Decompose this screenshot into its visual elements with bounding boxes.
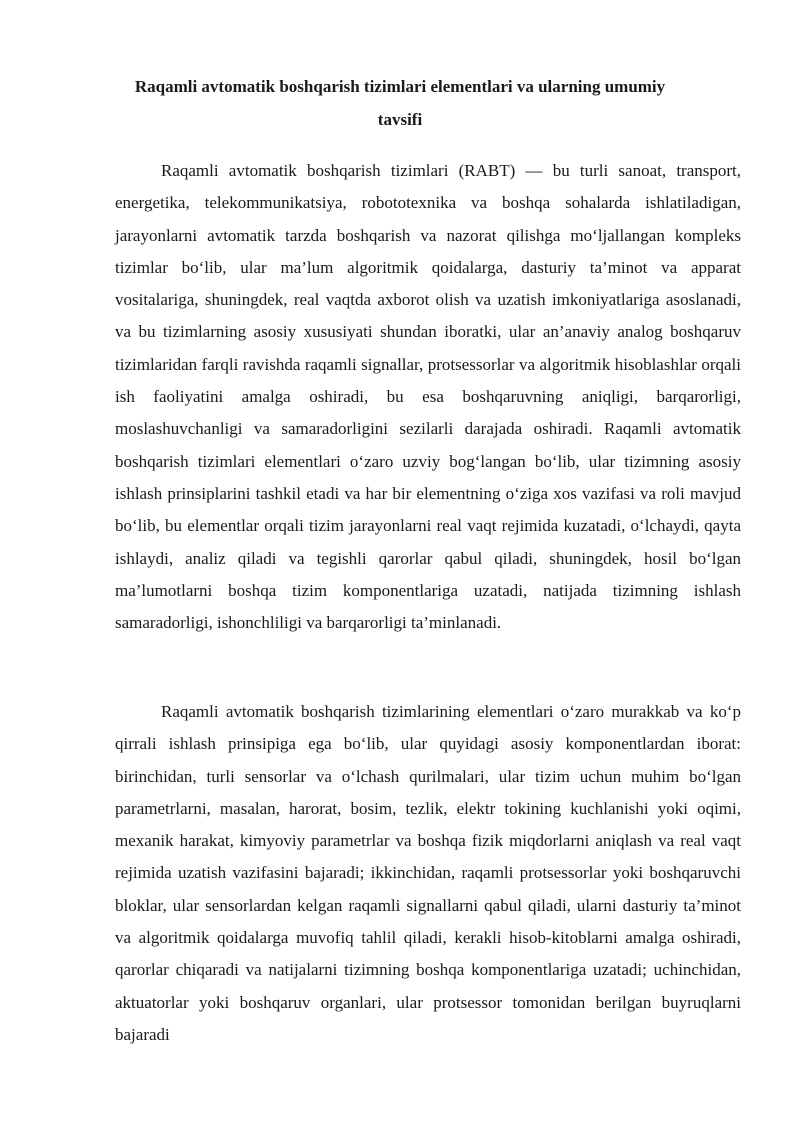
paragraph-2: Raqamli avtomatik boshqarish tizimlarining elementlari o‘zaro murakkab va ko‘p qirrali ishlash prinsipiga ega bo‘lib, ular quyidagi asosiy komponentlardan iborat: birinchidan, turli sensorlar va o‘lchash qurilmalari, ular tizim uchun muhim bo‘lgan parametrlarni, masalan, harorat, bosim, tezlik, elektr tokining kuchlanishi yoki oqimi, mexanik harakat, kimyoviy parametrlar va boshqa fizik miqdorlarni aniqlash va real vaqt rejimida uzatish vazifasini bajaradi; ikkinchidan, raqamli protsessorlar yoki boshqaruvchi bloklar, ular sensorlardan kelgan raqamli signallarni qabul qiladi, ularni dasturiy ta’minot va algoritmik qoidalarga muvofiq tahlil qiladi, kerakli hisob-kitoblarni amalga oshiradi, qarorlar chiqaradi va natijalarni tizimning boshqa komponentlariga uzatadi; uchinchidan, aktuatorlar yoki boshqaruv organlari, ular protsessor tomonidan berilgan buyruqlarni bajaradi xyxy=(115,702,741,1044)
document-title: Raqamli avtomatik boshqarish tizimlari elementlari va ularning umumiy tavsifi xyxy=(134,77,666,129)
paragraph-1: Raqamli avtomatik boshqarish tizimlari (RABT) — bu turli sanoat, transport, energetika, telekommunikatsiya, robototexnika va boshqa sohalarda ishlatiladigan, jarayonlarni avtomatik tarzda boshqarish va nazorat qilishga mo‘ljallangan kompleks tizimlar bo‘lib, ular ma’lum algoritmik qoidalarga, dasturiy ta’minot va apparat vositalariga, shuningdek, real vaqtda axborot olish va uzatish imkoniyatlariga asoslanadi, va bu tizimlarning asosiy xususiyati shundan iboratki, ular an’anaviy analog boshqaruv tizimlaridan farqli ravishda raqamli signallar, protsessorlar va algoritmik hisoblashlar orqali ish faoliyatini amalga oshiradi, bu esa boshqaruvning aniqligi, barqarorligi, moslashuvchanligi va samaradorligini sezilarli darajada oshiradi. Raqamli avtomatik boshqarish tizimlari elementlari o‘zaro uzviy bog‘langan bo‘lib, ular tizimning asosiy ishlash prinsiplarini tashkil etadi va har bir elementning o‘ziga xos vazifasi va roli mavjud bo‘lib, bu elementlar orqali tizim jarayonlarni real vaqt rejimida kuzatadi, o‘lchaydi, qayta ishlaydi, analiz qiladi va tegishli qarorlar qabul qiladi, shuningdek, hosil bo‘lgan ma’lumotlarni boshqa tizim komponentlariga uzatadi, natijada tizimning ishlash samaradorligi, ishonchliligi va barqarorligi ta’minlanadi. xyxy=(115,161,741,633)
